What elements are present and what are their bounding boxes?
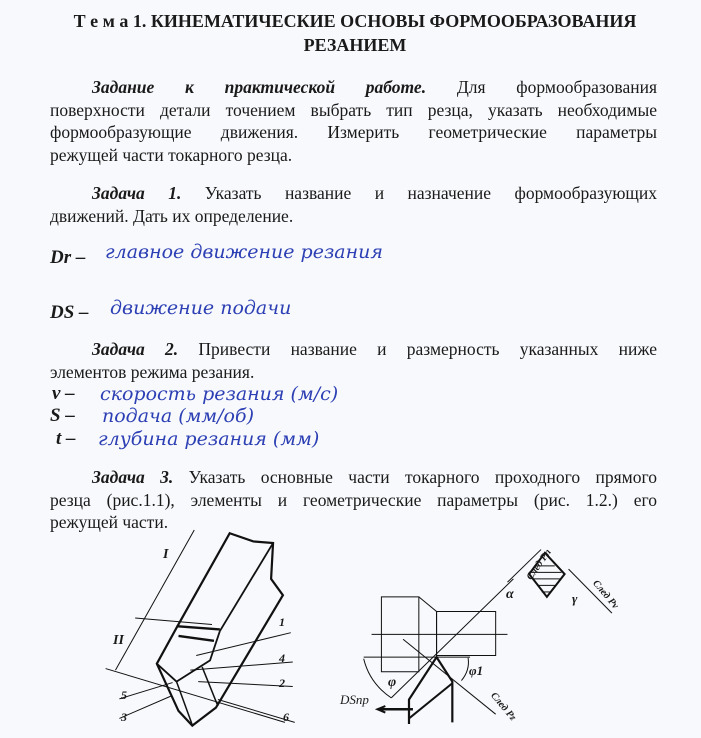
task2-line-2: элементов режима резания. bbox=[50, 362, 255, 382]
fig1-label-5: 5 bbox=[121, 688, 127, 702]
fig2-label-pv: След Pv bbox=[590, 578, 621, 612]
assignment-text: Для формообразования bbox=[456, 77, 658, 97]
v-answer: скорость резания (м/с) bbox=[100, 383, 339, 405]
fig2-label-phi: φ bbox=[388, 675, 397, 690]
page-title-line2: РЕЗАНИЕМ bbox=[303, 35, 407, 55]
fig2-label-pn: След Pn bbox=[524, 547, 554, 583]
assignment-line-1 bbox=[92, 77, 657, 97]
assignment-label: Задание к практической работе. bbox=[92, 77, 427, 97]
t-answer: глубина резания (мм) bbox=[98, 428, 320, 450]
t-symbol: t – bbox=[56, 428, 76, 449]
fig1-label-II: II bbox=[113, 633, 124, 648]
turning-tool-figure-1-1 bbox=[106, 530, 295, 726]
fig1-label-1: 1 bbox=[279, 615, 285, 629]
fig2-label-pz: След Pz bbox=[488, 690, 519, 724]
page-title-line1: Т е м а 1. КИНЕМАТИЧЕСКИЕ ОСНОВЫ ФОРМООБРАЗОВАНИЯ bbox=[73, 11, 637, 31]
dr-answer: главное движение резания bbox=[105, 241, 383, 263]
task2-text: Привести название и размерность указанных ниже bbox=[198, 339, 658, 359]
task3-line-1 bbox=[92, 467, 657, 487]
fig2-label-phi1: φ1 bbox=[469, 663, 484, 678]
task1-label: Задача 1. bbox=[92, 183, 182, 203]
v-symbol: v – bbox=[52, 383, 75, 404]
ds-symbol: DS – bbox=[50, 302, 89, 323]
task1-line-1 bbox=[92, 183, 657, 203]
s-answer: подача (мм/об) bbox=[102, 405, 254, 427]
task3-line-2: резца (рис.1.1), элементы и геометрические параметры (рис. 1.2.) его bbox=[50, 490, 657, 510]
fig1-label-I: I bbox=[163, 547, 169, 562]
fig1-label-4: 4 bbox=[279, 651, 285, 665]
task2-line-1 bbox=[92, 339, 657, 359]
assignment-line-4: режущей части токарного резца. bbox=[50, 145, 293, 165]
task1-line-2: движений. Дать их определение. bbox=[50, 206, 294, 226]
ds-answer: движение подачи bbox=[110, 297, 292, 319]
fig1-label-3: 3 bbox=[121, 710, 127, 724]
assignment-line-3: формообразующие движения. Измерить геометрические параметры bbox=[50, 122, 657, 142]
s-symbol: S – bbox=[50, 405, 75, 426]
fig2-label-alpha: α bbox=[506, 587, 514, 602]
fig1-label-2: 2 bbox=[279, 676, 285, 690]
task1-text: Указать название и назначение формообразующих bbox=[204, 183, 658, 203]
task3-line-3: режущей части. bbox=[50, 512, 169, 532]
assignment-line-2: поверхности детали точением выбрать тип резца, указать необходимые bbox=[50, 100, 657, 120]
task2-label: Задача 2. bbox=[92, 339, 179, 359]
fig2-label-gamma: γ bbox=[572, 591, 578, 606]
dr-symbol: Dr – bbox=[50, 247, 86, 268]
task3-text: Указать основные части токарного проходного прямого bbox=[188, 467, 657, 487]
task3-label: Задача 3. bbox=[92, 467, 174, 487]
fig1-label-6: 6 bbox=[283, 710, 289, 724]
fig2-label-dsnp: DSпр bbox=[340, 692, 369, 707]
